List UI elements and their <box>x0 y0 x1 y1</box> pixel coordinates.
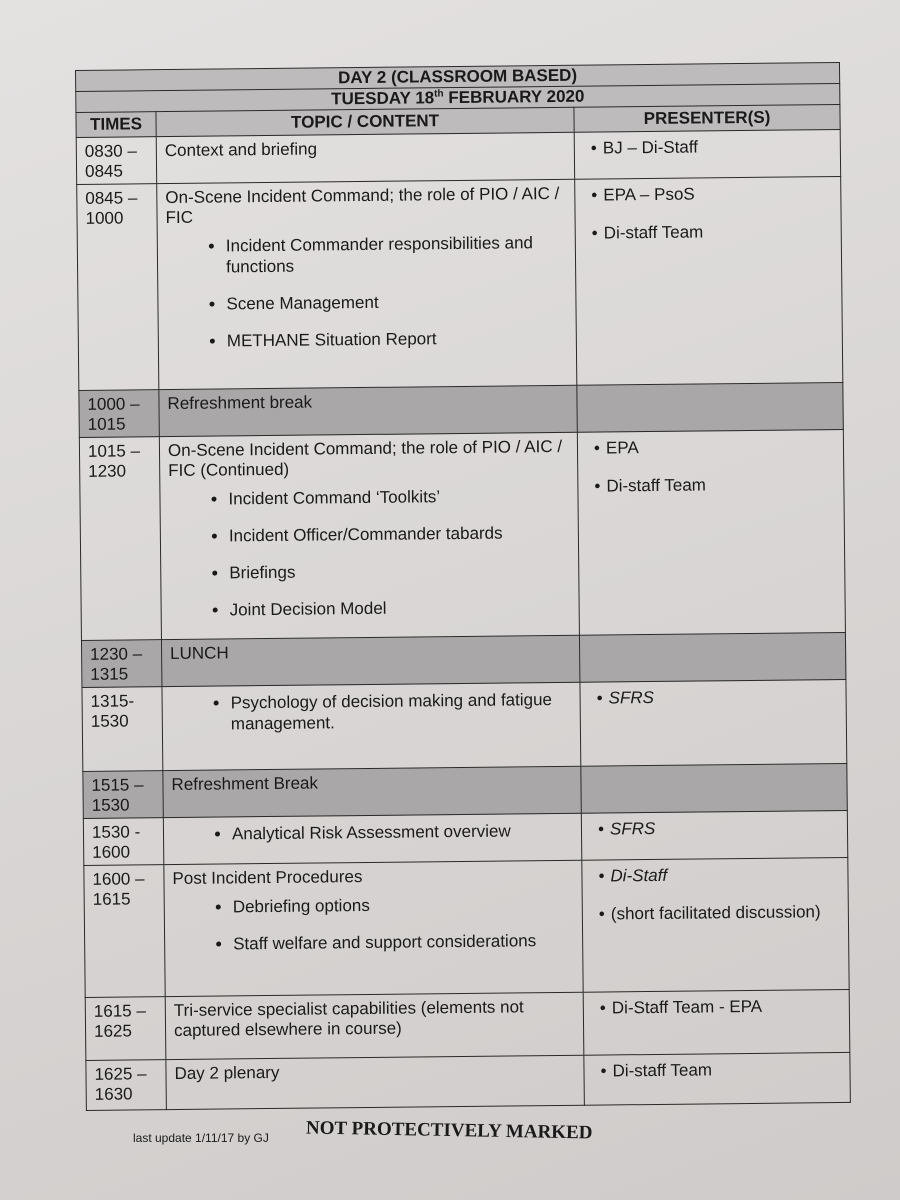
topic-bullet: • Staff welfare and support considerations <box>233 930 574 955</box>
time-line: 1230 – <box>90 644 143 664</box>
schedule-table <box>75 62 851 1111</box>
topic-bullet: • Incident Commander responsibilities and functions <box>226 232 567 278</box>
time-line: 1530 - <box>91 822 141 842</box>
date-prefix: TUESDAY 18 <box>331 88 435 109</box>
topic-cell <box>161 635 579 686</box>
topic-cell <box>162 682 581 770</box>
time-cell <box>77 184 159 391</box>
table-row <box>81 632 845 687</box>
presenter-list <box>583 132 832 159</box>
presenter-list <box>583 179 833 244</box>
presenter-item: • SFRS <box>609 686 838 708</box>
presenter-list <box>590 860 840 925</box>
presenter-cell <box>584 1052 851 1105</box>
time-line: 1615 <box>92 889 131 909</box>
time-line: 1625 <box>93 1021 132 1041</box>
table-row <box>76 129 840 184</box>
topic-bullets <box>171 689 572 735</box>
presenter-item: • SFRS <box>610 817 839 839</box>
time-line: 1000 <box>85 208 124 228</box>
time-line: 1625 – <box>94 1064 147 1084</box>
presenter-cell <box>582 857 849 992</box>
presenter-item: • EPA <box>606 436 835 458</box>
presenter-list <box>588 682 837 709</box>
presenter-item: • Di-staff Team <box>612 1059 841 1081</box>
header-topic: TOPIC / CONTENT <box>156 107 574 136</box>
time-line: 1600 <box>92 842 131 862</box>
time-cell <box>81 640 161 688</box>
time-line: 1630 <box>94 1084 133 1104</box>
table-row <box>83 763 847 818</box>
time-line: 1600 – <box>92 869 145 889</box>
table-row <box>85 989 850 1060</box>
schedule-document <box>75 62 850 1111</box>
topic-cell <box>163 766 581 817</box>
time-line: 0845 – <box>85 188 138 208</box>
topic-bullet: • Joint Decision Model <box>230 596 571 621</box>
presenter-list <box>586 432 836 497</box>
last-update-note: last update 1/11/17 by GJ <box>133 1131 269 1145</box>
presenter-cell <box>581 810 847 860</box>
presenter-list <box>590 813 839 840</box>
header-presenters: PRESENTER(S) <box>574 104 840 132</box>
table-row <box>82 679 847 771</box>
topic-bullet: • METHANE Situation Report <box>227 327 568 352</box>
topic-bullets <box>172 820 573 845</box>
topic-bullet: • Incident Command ‘Toolkits’ <box>228 485 569 510</box>
presenter-cell <box>581 763 847 813</box>
topic-bullet: • Psychology of decision making and fatigue management. <box>231 689 572 735</box>
topic-text: Post Incident Procedures <box>172 867 363 889</box>
presenter-cell <box>577 382 843 432</box>
table-row <box>77 176 843 390</box>
protective-marking: NOT PROTECTIVELY MARKED <box>305 1117 593 1144</box>
presenter-cell <box>575 176 843 385</box>
day-title: DAY 2 (CLASSROOM BASED) <box>76 62 840 91</box>
topic-bullets <box>166 232 568 352</box>
time-line: 0845 <box>84 161 123 181</box>
table-row <box>86 1052 850 1110</box>
topic-text: On-Scene Incident Command; the role of PIO / AIC / FIC (Continued) <box>167 436 563 481</box>
presenter-list <box>592 1055 841 1082</box>
table-row <box>83 810 847 865</box>
topic-cell <box>157 179 577 389</box>
topic-bullet: • Briefings <box>229 559 570 584</box>
topic-text: Day 2 plenary <box>174 1062 280 1084</box>
topic-bullets <box>168 485 570 621</box>
table-row <box>79 382 843 437</box>
date-suffix: FEBRUARY 2020 <box>443 86 585 108</box>
presenter-item: • Di-Staff Team - EPA <box>612 996 841 1018</box>
topic-text: On-Scene Incident Command; the role of PIO / AIC / FIC <box>165 183 560 228</box>
time-line: 1615 – <box>93 1001 146 1021</box>
presenter-item: • EPA – PsoS <box>603 183 832 205</box>
presenter-cell <box>579 632 845 682</box>
presenter-list <box>592 992 841 1019</box>
topic-bullet: • Debriefing options <box>233 893 574 918</box>
time-cell <box>82 687 163 772</box>
presenter-cell <box>580 679 847 766</box>
header-times: TIMES <box>76 112 156 138</box>
presenter-cell <box>574 129 840 179</box>
topic-bullet: • Incident Officer/Commander tabards <box>229 522 570 547</box>
presenter-item: • Di-Staff <box>610 864 839 886</box>
time-cell <box>85 997 166 1061</box>
topic-cell <box>159 432 579 639</box>
presenter-item: • BJ – Di-Staff <box>603 136 832 158</box>
time-line: 1230 <box>88 461 127 481</box>
presenter-item: • Di-staff Team <box>606 474 835 496</box>
time-cell <box>79 437 161 641</box>
time-cell <box>84 865 165 998</box>
topic-text: Context and briefing <box>164 139 318 161</box>
table-row <box>84 857 849 997</box>
presenter-cell <box>577 429 845 635</box>
time-cell <box>83 818 163 866</box>
time-line: 0830 – <box>84 141 137 161</box>
time-line: 1315 <box>90 664 129 684</box>
time-cell <box>79 390 159 438</box>
time-line: 1530 <box>90 711 129 731</box>
date-sup: th <box>434 88 444 100</box>
topic-cell <box>165 992 584 1059</box>
presenter-item: • Di-staff Team <box>604 221 833 243</box>
time-line: 1015 – <box>87 441 141 461</box>
topic-cell <box>159 385 577 436</box>
topic-bullet: • Scene Management <box>226 290 567 315</box>
time-line: 1315- <box>90 691 135 711</box>
topic-text: Refreshment Break <box>171 773 319 795</box>
topic-cell <box>156 132 574 183</box>
time-line: 1015 <box>87 414 126 434</box>
topic-bullets <box>173 893 575 955</box>
topic-cell <box>163 813 581 864</box>
topic-text: LUNCH <box>170 643 229 664</box>
time-cell <box>86 1060 167 1111</box>
time-cell <box>76 137 156 185</box>
presenter-cell <box>583 989 850 1055</box>
topic-text: Tri-service specialist capabilities (elements not captured elsewhere in course) <box>173 997 524 1041</box>
time-line: 1515 – <box>91 775 144 795</box>
time-cell <box>83 771 163 819</box>
time-line: 1000 – <box>87 394 140 414</box>
topic-cell <box>166 1055 585 1109</box>
time-line: 1530 <box>91 795 130 815</box>
presenter-item: • (short facilitated discussion) <box>611 902 840 924</box>
topic-bullet: • Analytical Risk Assessment overview <box>232 820 573 845</box>
topic-text: Refreshment break <box>167 392 313 414</box>
topic-cell <box>164 860 583 996</box>
table-row <box>79 429 845 640</box>
